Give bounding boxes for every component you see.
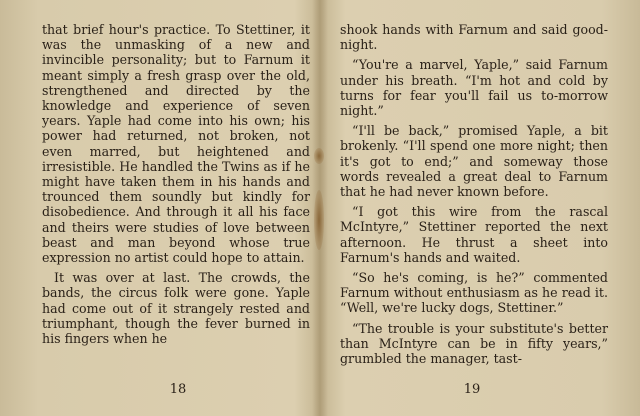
paper-stain [314, 148, 324, 164]
paragraph: It was over at last. The crowds, the bands, the circus folk were gone. Yaple had come out of it strangely rested and triumphant, though the fever burned in his fingers when he [42, 270, 310, 347]
paragraph: that brief hour's practice. To Stettiner, it was the unmasking of a new and invincible personality; but to Farnum it meant simply a fresh grasp over the old, strengthened and directed by the knowledge and experience of seven years. Yaple had come into his own; his power had returned, not broken, not even marred, but heightened and irresistible. He handled the Twins as if he might have taken them in his hands and trounced them soundly but kindly for disobedience. And through it all his face and theirs were studies of love between beast and man beyond whose true expression no artist could hope to attain. [42, 22, 310, 266]
paragraph: “So he's coming, is he?” commented Farnum without enthusiasm as he read it. “Well, we're lucky dogs, Stettiner.” [340, 270, 608, 316]
paragraph: “You're a marvel, Yaple,” said Farnum under his breath. “I'm hot and cold by turns for fear you'll fail us to-morrow night.” [340, 57, 608, 119]
page-number-right: 19 [463, 382, 481, 397]
paragraph: “I'll be back,” promised Yaple, a bit brokenly. “I'll spend one more night; then it's got to end;” and someway those words revealed a great deal to Farnum that he had never known before. [340, 123, 608, 200]
page-number-left: 18 [169, 382, 187, 397]
paragraph: shook hands with Farnum and said good-night. [340, 22, 608, 53]
paragraph: “I got this wire from the rascal McIntyre,” Stettiner reported the next afternoon. He thrust a sheet into Farnum's hands and waited. [340, 204, 608, 265]
right-page-text [340, 22, 608, 366]
paper-stain [314, 190, 324, 250]
paragraph: “The trouble is your substitute's better than McIntyre can be in fifty years,” grumbled the manager, tast- [340, 320, 608, 367]
left-page-text [42, 22, 310, 346]
